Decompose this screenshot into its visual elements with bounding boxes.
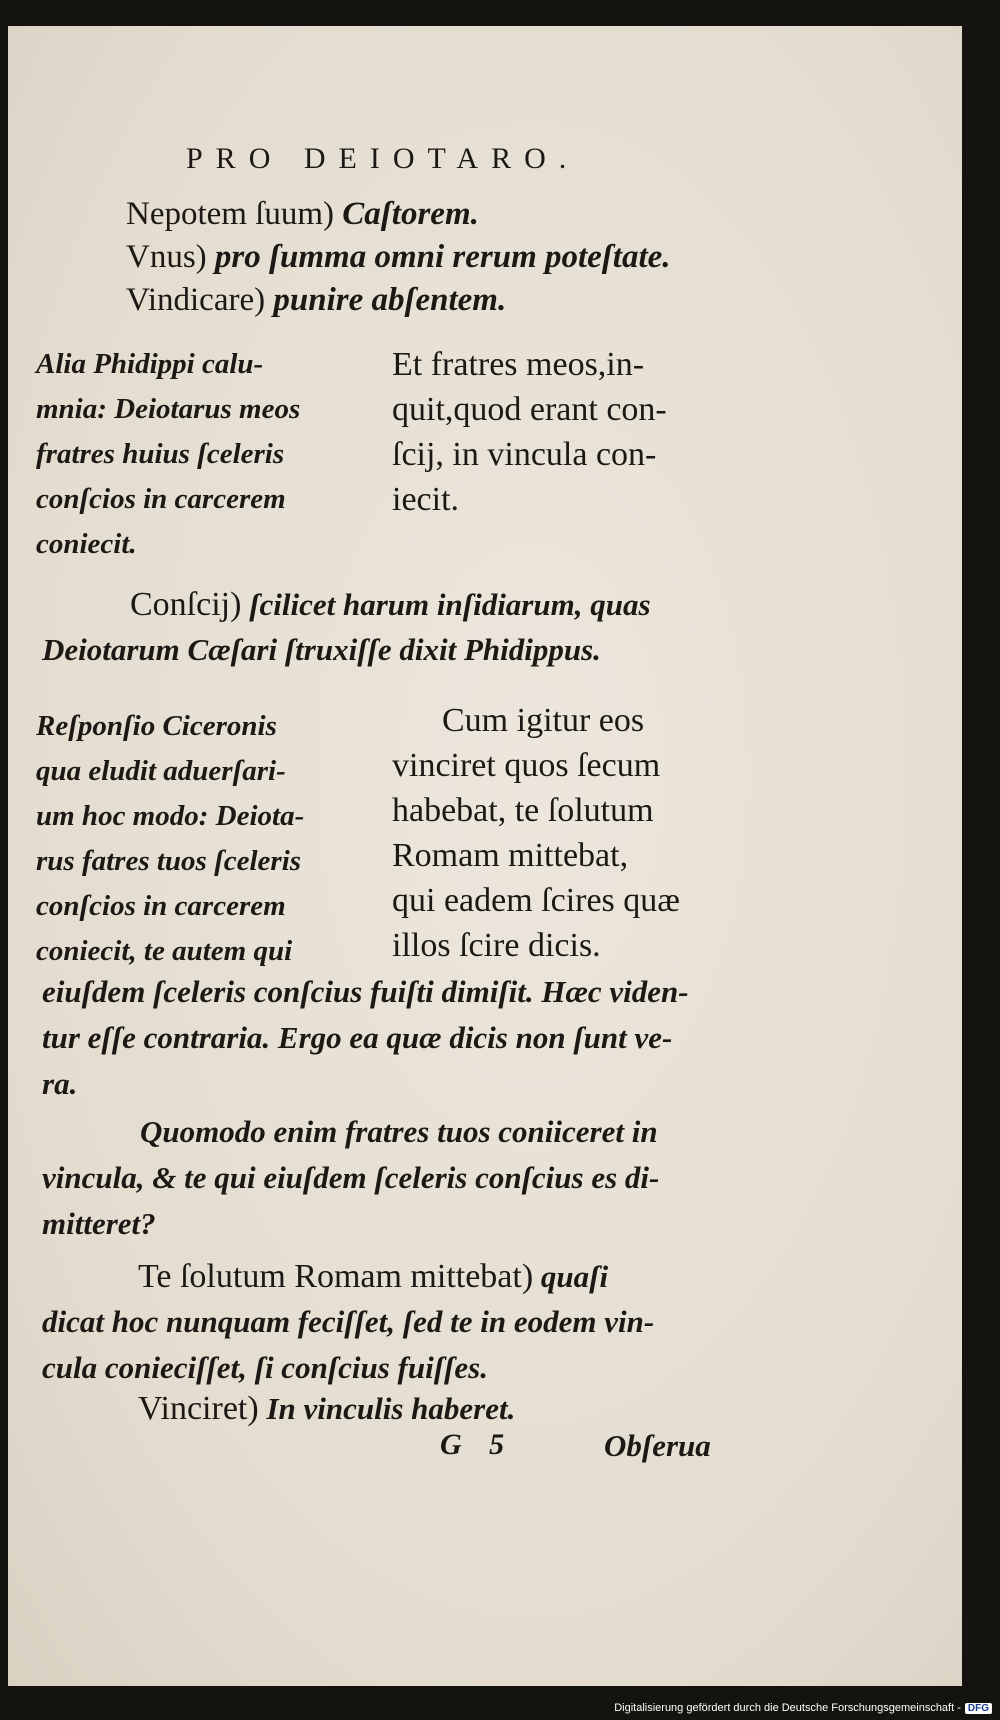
text-line: qui eadem ſcires quæ — [392, 882, 680, 919]
note-line: fratres huius ſceleris — [36, 438, 285, 470]
credit-text: Digitalisierung gefördert durch die Deutsche Forschungsgemeinschaft - — [614, 1702, 961, 1714]
lemma: Conſcij) — [130, 586, 242, 623]
side-note-left — [36, 342, 366, 567]
lemma: Vinciret) — [138, 1390, 259, 1427]
gloss: In vinculis haberet. — [266, 1391, 516, 1426]
text-line — [130, 586, 651, 624]
note-line: Reſponſio Ciceronis — [36, 710, 277, 742]
lemma: Te ſolutum Romam mittebat) — [138, 1258, 534, 1295]
gloss: pro ſumma omni rerum poteſtate. — [214, 239, 671, 275]
digitization-credit — [614, 1702, 992, 1714]
note-line: coniecit. — [36, 528, 137, 560]
text-line: cula conieciſſet, ſi conſcius fuiſſes. — [42, 1350, 488, 1385]
note-line: Alia Phidippi calu- — [36, 348, 264, 380]
text-line: ſcij, in vincula con- — [392, 436, 657, 473]
gloss: punire abſentem. — [273, 282, 507, 318]
gloss: Caſtorem. — [342, 196, 479, 232]
text-line — [126, 282, 506, 319]
note-line: mnia: Deiotarus meos — [36, 393, 301, 425]
lemma: Nepotem ſuum) — [126, 196, 335, 232]
running-header: PRO DEIOTARO. — [186, 142, 580, 175]
text-line: tur eſſe contraria. Ergo ea quæ dicis non ſunt ve- — [42, 1020, 673, 1055]
text-line: dicat hoc nunquam feciſſet, ſed te in eodem vin- — [42, 1304, 655, 1339]
text-line — [138, 1258, 608, 1296]
signature-mark: G 5 — [440, 1428, 515, 1461]
text-line: vincula, & te qui eiuſdem ſceleris conſcius es di- — [42, 1160, 660, 1195]
main-text-right — [392, 698, 722, 968]
dfg-logo-icon: DFG — [965, 1703, 992, 1714]
text-line: quit,quod erant con- — [392, 391, 667, 428]
text-line: Quomodo enim fratres tuos coniiceret in — [140, 1114, 658, 1149]
text-line: illos ſcire dicis. — [392, 927, 601, 964]
lemma: Vnus) — [126, 239, 207, 275]
note-line: conſcios in carcerem — [36, 890, 286, 922]
text-line: Romam mittebat, — [392, 837, 629, 874]
text-line: Deiotarum Cæſari ſtruxiſſe dixit Phidippus. — [42, 632, 601, 667]
text-line: Cum igitur eos — [442, 702, 645, 739]
note-line: conſcios in carcerem — [36, 483, 286, 515]
text-line: eiuſdem ſceleris conſcius fuiſti dimiſit. Hæc viden- — [42, 974, 689, 1009]
book-page — [8, 26, 962, 1686]
gloss: ſcilicet harum inſidiarum, quas — [249, 587, 651, 622]
text-line: vinciret quos ſecum — [392, 747, 661, 784]
text-line: iecit. — [392, 481, 460, 518]
text-line: habebat, te ſolutum — [392, 792, 654, 829]
gloss: quaſi — [540, 1259, 609, 1294]
text-line: Et fratres meos,in- — [392, 346, 645, 383]
note-line: qua eludit aduerſari- — [36, 755, 286, 787]
text-line — [126, 239, 671, 276]
note-line: rus fatres tuos ſceleris — [36, 845, 302, 877]
lemma: Vindicare) — [126, 282, 266, 318]
text-line — [126, 196, 479, 233]
note-line: coniecit, te autem qui — [36, 935, 293, 967]
text-line: mitteret? — [42, 1206, 156, 1241]
side-note-left — [36, 704, 366, 974]
main-text-right — [392, 342, 722, 522]
catchword: Obſerua — [604, 1428, 711, 1463]
text-line — [138, 1390, 515, 1428]
note-line: um hoc modo: Deiota- — [36, 800, 305, 832]
text-line: ra. — [42, 1066, 78, 1101]
